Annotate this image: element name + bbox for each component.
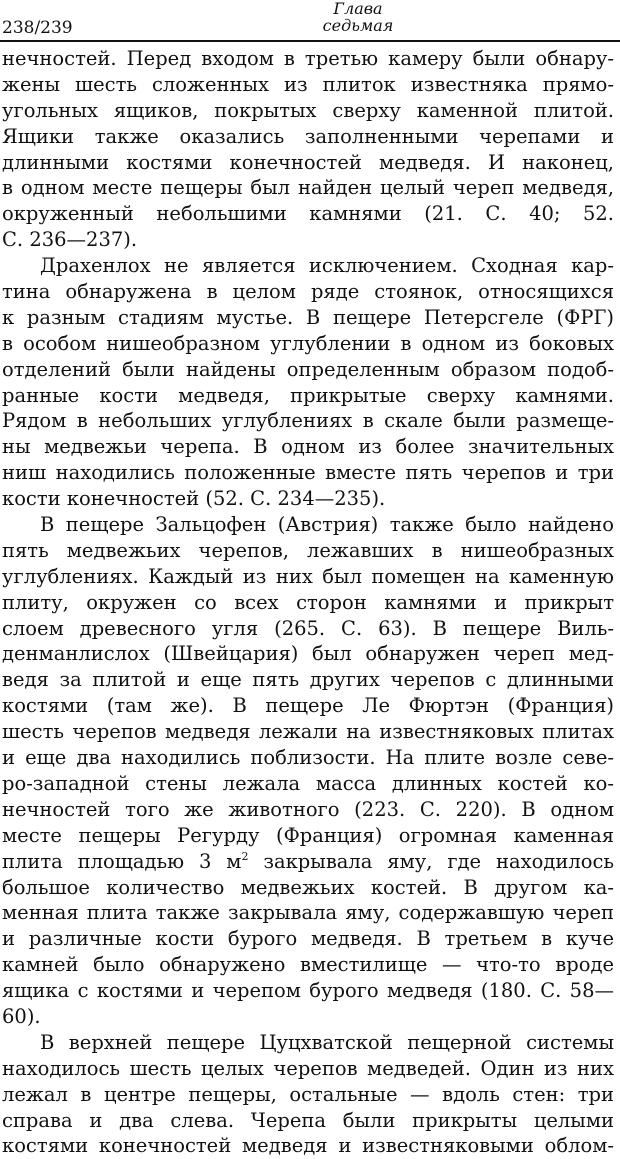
text-line: и различные кости бурого медведя. В третьем в куче: [2, 927, 614, 951]
text-segment: плита площадью 3 м: [2, 849, 242, 873]
text-line: месте пещеры Регурду (Франция) огромная каменная: [2, 823, 614, 847]
text-line: и еще два находились поблизости. На плите возле севе-: [2, 746, 614, 770]
text-line: денманлислох (Швейцария) был обнаружен череп мед-: [2, 642, 614, 666]
text-segment: закрывала яму, где находилось: [248, 849, 614, 873]
text-line: 60).: [2, 1004, 41, 1028]
text-line: к разным стадиям мустье. В пещере Петерсгеле (ФРГ): [2, 305, 614, 329]
text-line: С. 236—237).: [2, 228, 138, 252]
text-line: ранные кости медведя, прикрытые сверху камнями.: [2, 383, 614, 407]
chapter-word: Глава: [333, 0, 383, 18]
text-line: В пещере Зальцофен (Австрия) также было найдено: [40, 513, 614, 537]
header-divider: [0, 40, 620, 42]
text-line-with-superscript: [2, 849, 614, 875]
text-line: слоем древесного угля (265. С. 63). В пещере Виль-: [2, 616, 614, 640]
text-line: угольных ящиков, покрытых сверху каменной плитой.: [2, 98, 614, 122]
text-line: Рядом в небольших углублениях в скале были размеще-: [2, 409, 614, 433]
text-line: шесть черепов медведя лежали на известняковых плитах: [2, 720, 614, 744]
text-line: костями (там же). В пещере Ле Фюртэн (Франция): [2, 694, 614, 718]
text-line: ро-западной стены лежала масса длинных костей ко-: [2, 771, 614, 795]
text-line: пять медвежьих черепов, лежавших в нишеобразных: [2, 538, 614, 562]
text-line: ниш находились положенные вместе пять черепов и три: [2, 461, 614, 485]
text-line: Ящики также оказались заполненными черепами и: [2, 124, 614, 148]
text-line: жены шесть сложенных из плиток известняка прямо-: [2, 72, 614, 96]
text-line: кости конечностей (52. С. 234—235).: [2, 487, 386, 511]
text-line: Драхенлох не является исключением. Сходная кар-: [40, 254, 614, 278]
text-line: лежал в центре пещеры, остальные — вдоль стен: три: [2, 1082, 614, 1106]
running-header: [0, 0, 620, 40]
text-line: справа и два слева. Черепа были прикрыты целыми: [2, 1108, 614, 1132]
chapter-number: седьмая: [322, 16, 394, 35]
text-line: длинными костями конечностей медведя. И наконец,: [2, 150, 614, 174]
text-line: в особом нишеобразном углублении в одном из боковых: [2, 331, 614, 355]
text-line: В верхней пещере Цуцхватской пещерной системы: [40, 1030, 614, 1054]
text-line: ведя за плитой и еще пять других черепов с длинными: [2, 668, 614, 692]
text-line: отделений были найдены определенным образом подоб-: [2, 357, 614, 381]
text-line: находилось шесть целых черепов медведей. Один из них: [2, 1056, 614, 1080]
text-line: нечностей. Перед входом в третью камеру были обнару-: [2, 47, 614, 70]
text-line: в одном месте пещеры был найден целый череп медведя,: [2, 176, 614, 200]
text-line: костями конечностей медведя и известняковыми облом-: [2, 1134, 614, 1158]
text-line: окруженный небольшими камнями (21. С. 40; 52.: [2, 202, 614, 226]
text-line: плиту, окружен со всех сторон камнями и прикрыт: [2, 590, 614, 614]
text-line: менная плита также закрывала яму, содержавшую череп: [2, 901, 614, 925]
text-line: ны медвежьи черепа. В одном из более значительных: [2, 435, 614, 459]
page-number: 238/239: [2, 18, 73, 38]
superscript: 2: [241, 849, 249, 863]
text-line: ящика с костями и черепом бурого медведя (180. С. 58—: [2, 979, 614, 1003]
text-line: нечностей того же животного (223. С. 220). В одном: [2, 797, 614, 821]
text-line: камней было обнаружено вместилище — что-то вроде: [2, 953, 614, 977]
text-line: тина обнаружена в целом ряде стоянок, относящихся: [2, 280, 614, 304]
text-line: углублениях. Каждый из них был помещен на каменную: [2, 564, 614, 588]
chapter-heading: [318, 0, 398, 34]
text-line: большое количество медвежьих костей. В другом ка-: [2, 875, 614, 899]
body-text: [2, 46, 614, 1159]
